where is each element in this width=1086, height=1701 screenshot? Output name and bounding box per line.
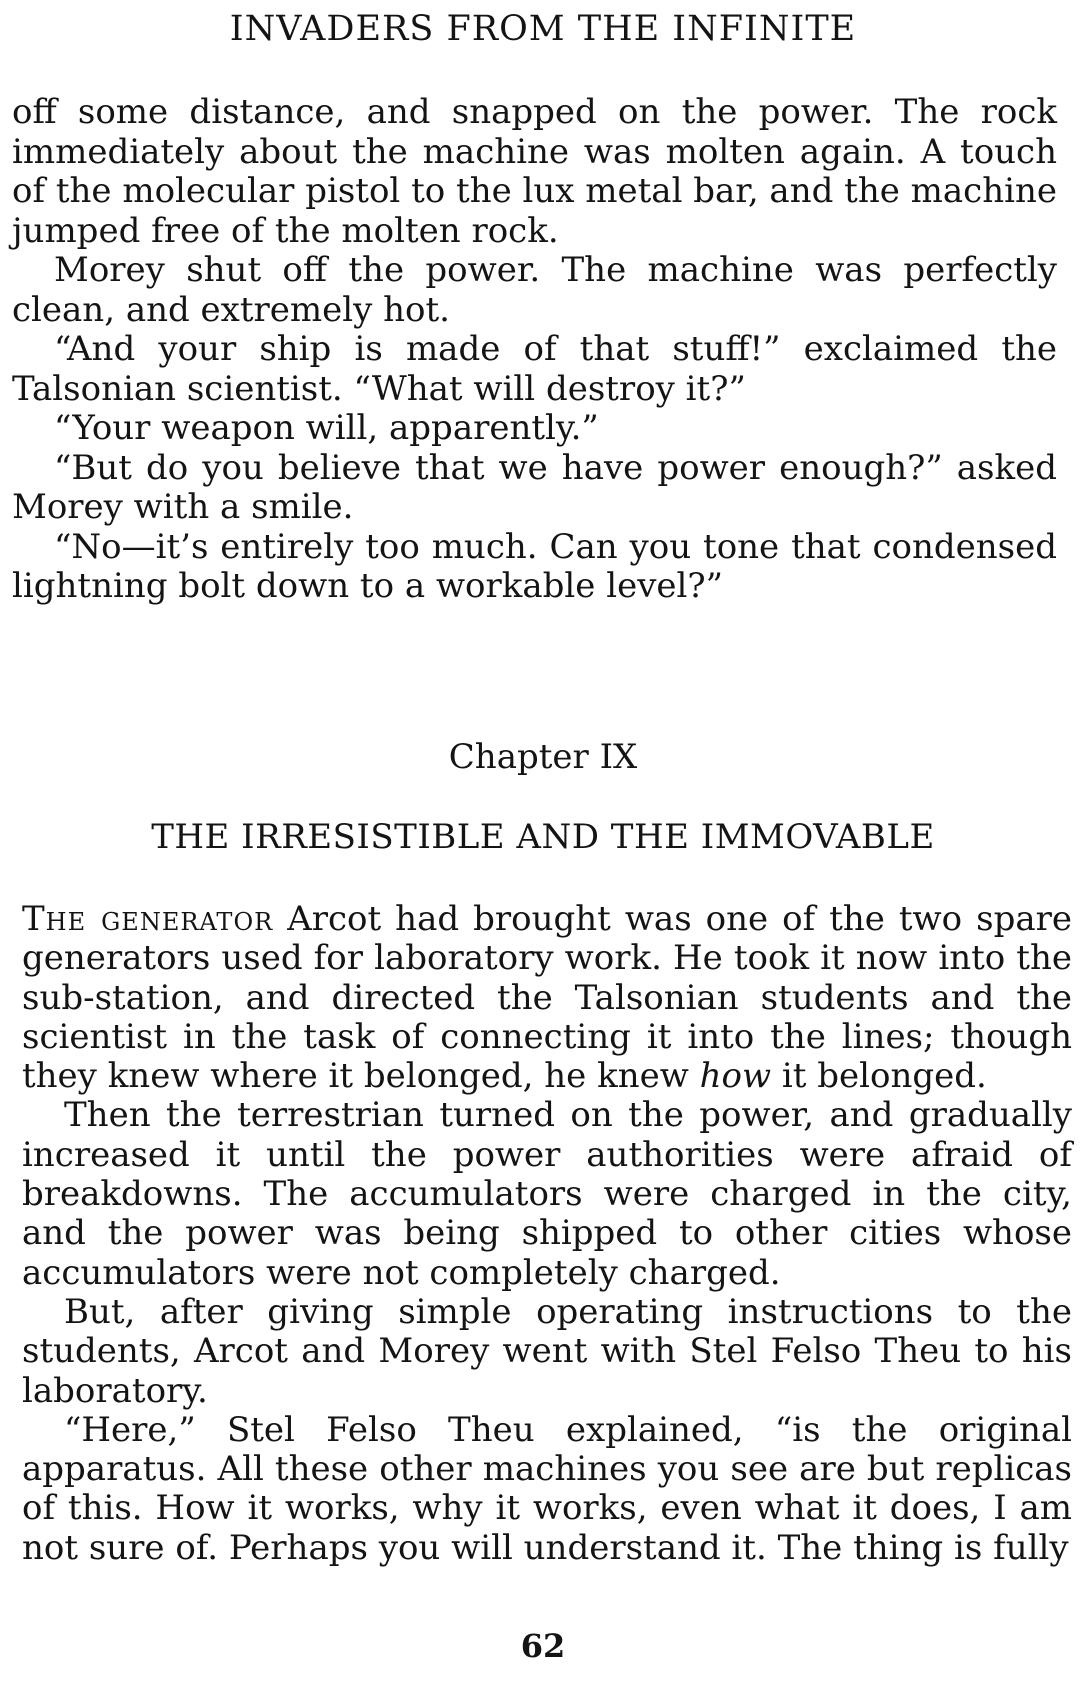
opening-small-caps: The generator (22, 899, 274, 939)
chapter-number: Chapter IX (448, 737, 638, 777)
paragraph: “No—it’s entirely too much. Can you tone that condensed lightning bolt down to a workable level?” (12, 526, 1057, 606)
paragraph: “But do you believe that we have power enough?” asked Morey with a smile. (12, 447, 1057, 527)
opening-text-part-2: it belonged. (771, 1056, 987, 1097)
paragraph: “Your weapon will, apparently.” (54, 408, 599, 448)
paragraph: But, after giving simple operating instructions to the students, Arcot and Morey went with Stel Felso Theu to his laboratory. (22, 1291, 1072, 1411)
chapter-title: THE IRRESISTIBLE AND THE IMMOVABLE (151, 817, 935, 857)
running-head: INVADERS FROM THE INFINITE (229, 9, 857, 49)
opening-paragraph (22, 900, 1072, 1096)
emphasis-word: how (699, 1056, 772, 1097)
opening-text-part-1: Arcot had brought was one of the two spare generators used for laboratory work. He took it now into the sub-station, and directed the Talsonian students and the scientist in the task of connecting it into the lines; though they knew where it belonged, he knew (22, 899, 1072, 1097)
top-text-block (12, 93, 1057, 607)
page-number: 62 (520, 1627, 566, 1665)
paragraph: off some distance, and snapped on the power. The rock immediately about the machine was molten again. A touch of the molecular pistol to the lux metal bar, and the machine jumped free of the molten rock. (12, 92, 1058, 251)
paragraph: “And your ship is made of that stuff!” exclaimed the Talsonian scientist. “What will destroy it?” (12, 329, 1057, 409)
paragraph: Morey shut off the power. The machine was perfectly clean, and extremely hot. (12, 250, 1057, 330)
paragraph: Then the terrestrian turned on the power, and gradually increased it until the power authorities were afraid of breakdowns. The accumulators were charged in the city, and the power was being shipped to other cities whose accumulators were not completely charged. (22, 1095, 1072, 1293)
paragraph: “Here,” Stel Felso Theu explained, “is the original apparatus. All these other machines you see are but replicas of this. How it works, why it works, even what it does, I am not sure of. Perhaps you will understand it. The thing is fully (22, 1409, 1072, 1568)
chapter-text-block (22, 900, 1072, 1568)
